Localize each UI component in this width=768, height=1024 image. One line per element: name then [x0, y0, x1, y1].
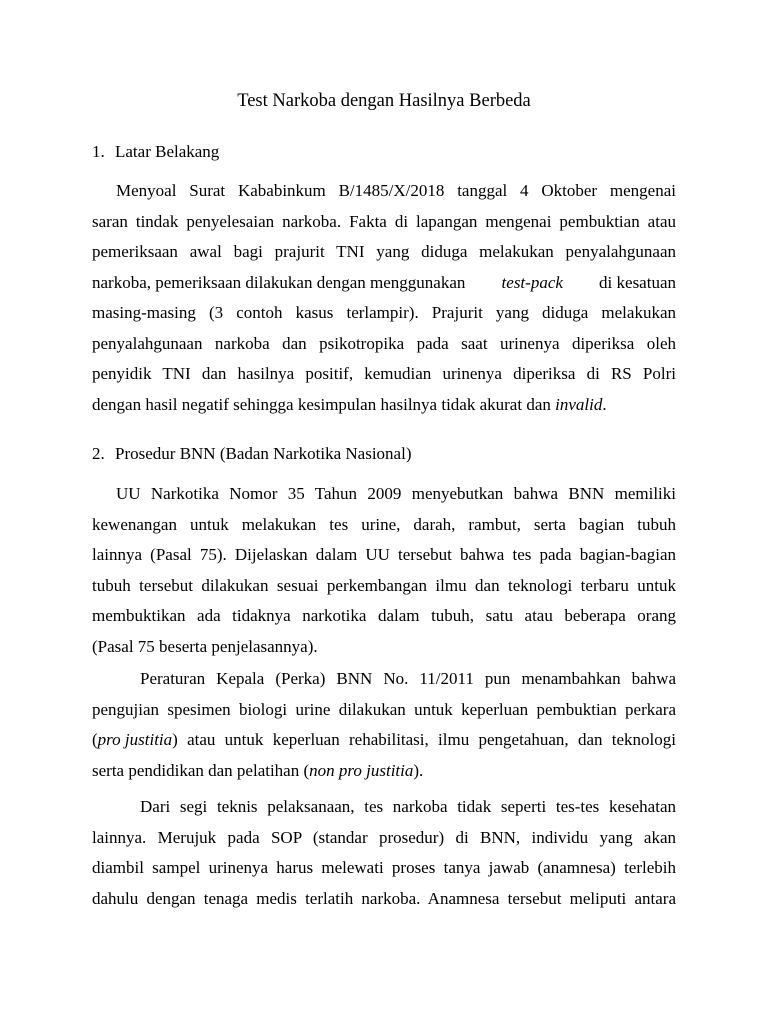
line-text: . — [602, 394, 607, 414]
section-2-number: 2. — [92, 444, 105, 463]
italic-term: invalid — [555, 394, 603, 414]
paragraph-line: penyalahgunaan narkoba dan psikotropika pada saat urinenya diperiksa oleh — [92, 333, 676, 353]
line-text: serta pendidikan dan pelatihan ( — [92, 760, 310, 780]
paragraph-line — [92, 390, 676, 421]
section-2-heading — [92, 442, 676, 466]
italic-term: non pro justitia — [309, 760, 414, 780]
line-text: ( — [92, 730, 98, 749]
line-text: ) atau untuk keperluan rehabilitasi, ilmu pengetahuan, dan teknologi — [172, 730, 676, 749]
line-text: di kesatuan — [599, 272, 676, 292]
section-2-title: Prosedur BNN (Badan Narkotika Nasional) — [115, 444, 412, 463]
line-text: dengan hasil negatif sehingga kesimpulan hasilnya tidak akurat dan — [92, 394, 551, 414]
paragraph-line: Dari segi teknis pelaksanaan, tes narkoba tidak seperti tes-tes kesehatan — [140, 797, 676, 816]
paragraph-line: saran tindak penyelesaian narkoba. Fakta di lapangan mengenai pembuktian atau — [92, 211, 676, 231]
paragraph-line: (Pasal 75 beserta penjelasannya). — [92, 636, 318, 656]
section-1-paragraph — [92, 176, 676, 420]
paragraph-line: kewenangan untuk melakukan tes urine, darah, rambut, serta bagian tubuh — [92, 514, 676, 534]
paragraph-line: tubuh tersebut dilakukan sesuai perkembangan ilmu dan teknologi terbaru untuk — [92, 575, 676, 595]
section-1-title: Latar Belakang — [115, 142, 220, 161]
paragraph-line — [92, 268, 676, 299]
section-2-paragraph-1 — [92, 479, 676, 662]
section-2-paragraph-2 — [92, 664, 676, 786]
section-2-paragraph-3 — [92, 792, 676, 914]
document-title: Test Narkoba dengan Hasilnya Berbeda — [237, 91, 531, 111]
paragraph-line — [92, 725, 676, 756]
paragraph-line: lainnya (Pasal 75). Dijelaskan dalam UU tersebut bahwa tes pada bagian-bagian — [92, 545, 676, 564]
paragraph-line: UU Narkotika Nomor 35 Tahun 2009 menyebutkan bahwa BNN memiliki — [116, 484, 676, 503]
paragraph-line: pengujian spesimen biologi urine dilakukan untuk keperluan pembuktian perkara — [92, 699, 676, 719]
paragraph-line — [92, 756, 676, 787]
paragraph-line: membuktikan ada tidaknya narkotika dalam tubuh, satu atau beberapa orang — [92, 606, 676, 625]
paragraph-line: Menyoal Surat Kababinkum B/1485/X/2018 tanggal 4 Oktober mengenai — [116, 181, 676, 200]
paragraph-line: dahulu dengan tenaga medis terlatih narkoba. Anamnesa tersebut meliputi antara — [92, 888, 676, 908]
line-text: ). — [413, 760, 424, 780]
paragraph-line: Peraturan Kepala (Perka) BNN No. 11/2011 pun menambahkan bahwa — [140, 669, 676, 688]
italic-term: test-pack — [501, 272, 563, 292]
paragraph-line: diambil sampel urinenya harus melewati proses tanya jawab (anamnesa) terlebih — [92, 858, 676, 877]
italic-term: pro justitia — [97, 730, 173, 749]
paragraph-line: masing-masing (3 contoh kasus terlampir). Prajurit yang diduga melakukan — [92, 303, 676, 322]
section-1-number: 1. — [92, 142, 105, 161]
paragraph-line: lainnya. Merujuk pada SOP (standar prosedur) di BNN, individu yang akan — [92, 827, 676, 847]
line-text: narkoba, pemeriksaan dilakukan dengan menggunakan — [92, 272, 466, 292]
paragraph-line: pemeriksaan awal bagi prajurit TNI yang diduga melakukan penyalahgunaan — [92, 242, 676, 261]
paragraph-line: penyidik TNI dan hasilnya positif, kemudian urinenya diperiksa di RS Polri — [92, 364, 676, 383]
section-1-heading — [92, 140, 676, 164]
